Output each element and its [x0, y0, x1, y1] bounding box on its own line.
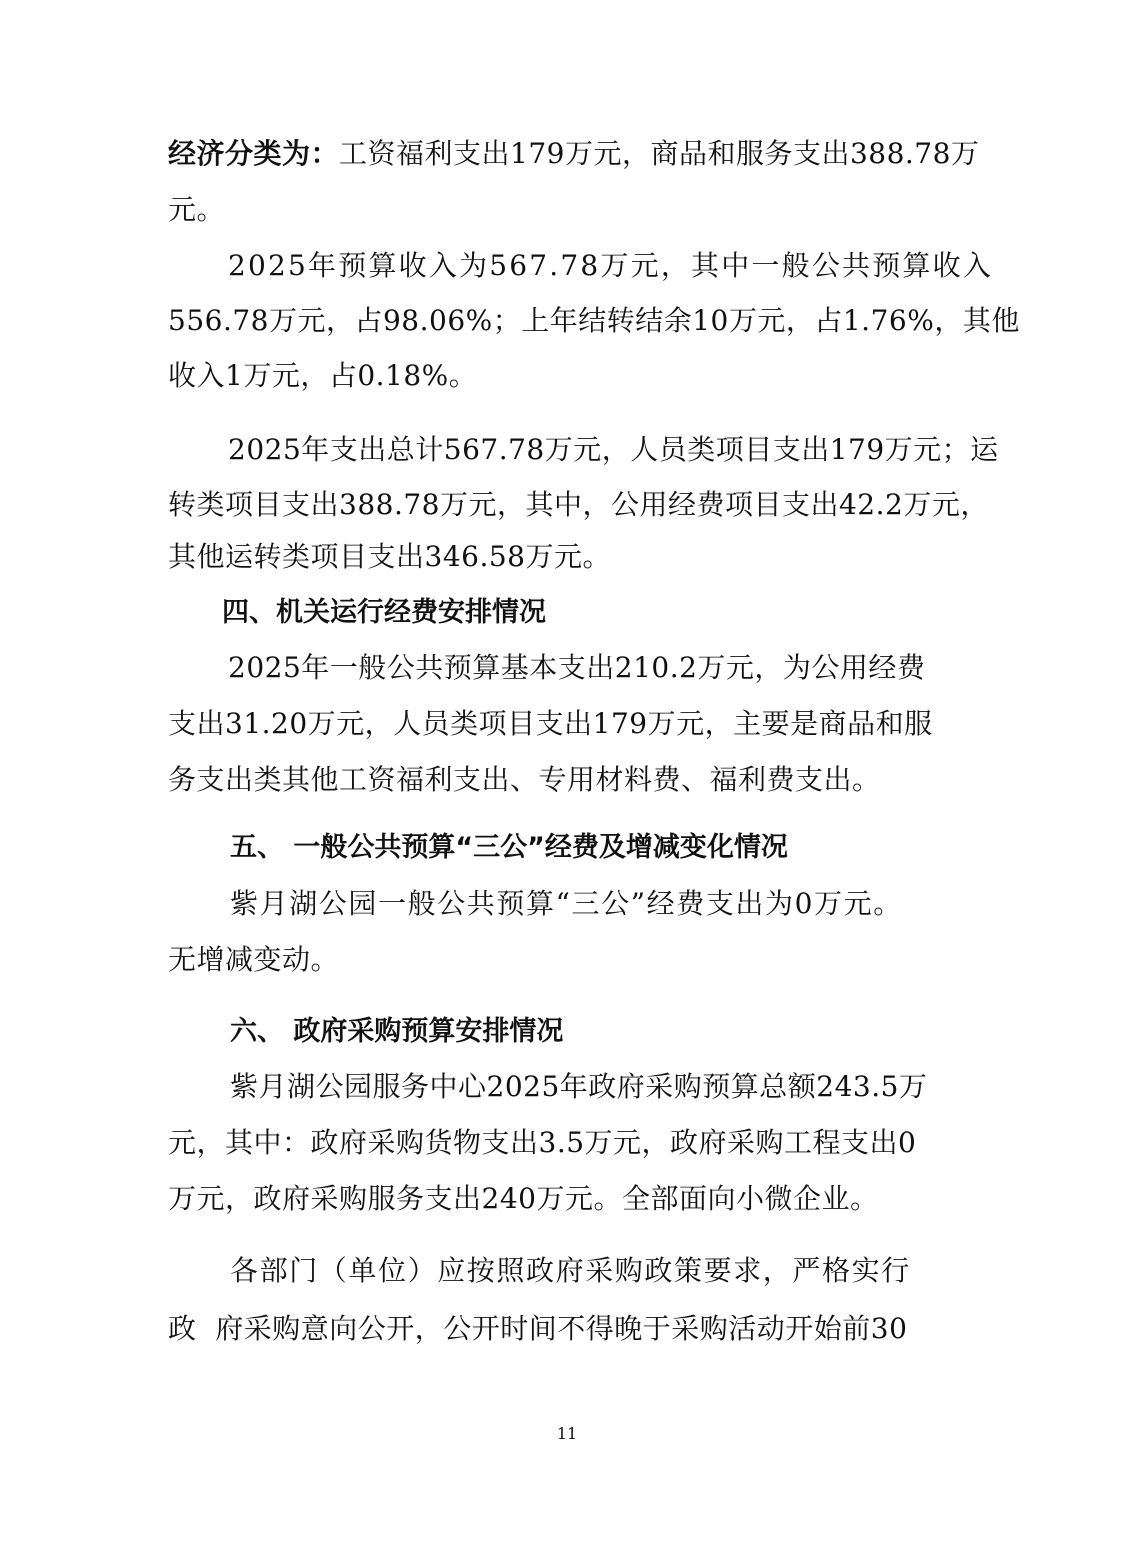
section-6-line-3: 万元，政府采购服务支出240万元。全部面向小微企业。 — [168, 1182, 879, 1215]
section-4-line-3: 务支出类其他工资福利支出、专用材料费、福利费支出。 — [168, 763, 881, 796]
section-6-line-2: 元，其中：政府采购货物支出3.5万元，政府采购工程支出0 — [168, 1126, 917, 1159]
paragraph-2-line-1: 2025年预算收入为567.78万元，其中一般公共预算收入 — [228, 249, 994, 282]
paragraph-1-line-2: 元。 — [168, 193, 226, 226]
paragraph-2-line-3: 收入1万元，占0.18%。 — [168, 359, 478, 392]
paragraph-2-line-2: 556.78万元，占98.06%；上年结转结余10万元，占1.76%，其他 — [168, 304, 1020, 337]
last-paragraph-line-2: 政 府采购意向公开，公开时间不得晚于采购活动开始前30 — [168, 1312, 908, 1345]
section-5-heading: 五、 一般公共预算“三公”经费及增减变化情况 — [230, 832, 788, 863]
section-6-heading: 六、 政府采购预算安排情况 — [230, 1016, 564, 1047]
section-6-line-1: 紫月湖公园服务中心2025年政府采购预算总额243.5万 — [230, 1070, 928, 1103]
paragraph-1-line-1 — [168, 137, 979, 171]
section-4-line-1: 2025年一般公共预算基本支出210.2万元，为公用经费 — [228, 651, 926, 684]
section-4-line-2: 支出31.20万元，人员类项目支出179万元，主要是商品和服 — [168, 707, 933, 740]
economic-classification-label: 经济分类为： — [168, 137, 340, 170]
paragraph-3-line-1: 2025年支出总计567.78万元，人员类项目支出179万元；运 — [228, 433, 999, 466]
paragraph-3-line-3: 其他运转类项目支出346.58万元。 — [168, 540, 611, 573]
page-number: 11 — [556, 1424, 578, 1443]
paragraph-3-line-2: 转类项目支出388.78万元，其中，公用经费项目支出42.2万元， — [168, 488, 989, 521]
section-5-line-1: 紫月湖公园一般公共预算“三公”经费支出为0万元。 — [230, 887, 903, 920]
section-5-line-2: 无增减变动。 — [168, 943, 340, 976]
paragraph-1-line-1-text: 工资福利支出179万元，商品和服务支出388.78万 — [339, 137, 980, 170]
section-4-heading: 四、机关运行经费安排情况 — [222, 597, 546, 628]
last-paragraph-line-1: 各部门（单位）应按照政府采购政策要求，严格实行 — [230, 1254, 911, 1287]
